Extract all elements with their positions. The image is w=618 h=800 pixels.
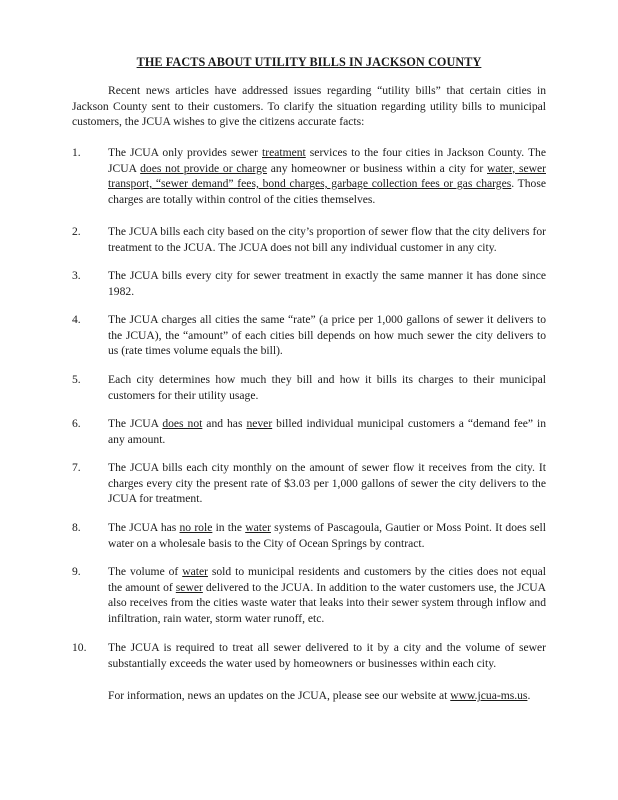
text-run: The volume of bbox=[108, 565, 183, 578]
text-run: services to the four cities in Jackson County. The JCUA bbox=[108, 146, 546, 175]
item-number: 7. bbox=[72, 461, 81, 474]
fact-item-8 bbox=[72, 520, 546, 551]
item-text bbox=[108, 145, 546, 207]
text-run: systems of Pascagoula, Gautier or Moss Point. It does sell water on a wholesale basis to the City of Ocean Springs by contract. bbox=[108, 521, 546, 550]
text-run: sold to municipal residents and customers by the cities does not equal the amount of bbox=[108, 565, 546, 594]
item-text: The JCUA charges all cities the same “rate” (a price per 1,000 gallons of sewer it delivers to the JCUA), the “amount” of each cities bill depends on how much sewer the city delivers to us (rate times volume equals the bill). bbox=[108, 313, 546, 357]
underlined-text: water bbox=[245, 521, 271, 534]
item-number: 3. bbox=[72, 269, 81, 282]
item-text bbox=[108, 416, 546, 447]
footer-text: For information, news an updates on the JCUA, please see our website at bbox=[108, 689, 451, 702]
text-run: . Those charges are totally within control of the cities themselves. bbox=[108, 177, 546, 206]
item-text bbox=[108, 520, 546, 551]
text-run: in the bbox=[212, 521, 246, 534]
underlined-text: treatment bbox=[262, 146, 306, 159]
text-run: The JCUA has bbox=[108, 521, 180, 534]
item-number: 10. bbox=[72, 641, 87, 654]
fact-item-5 bbox=[72, 372, 546, 403]
fact-item-7 bbox=[72, 460, 546, 507]
item-number: 5. bbox=[72, 373, 81, 386]
text-run: any homeowner or business within a city for bbox=[267, 161, 488, 175]
item-text: Each city determines how much they bill and how it bills its charges to their municipal customers for their utility usage. bbox=[108, 373, 546, 402]
intro-paragraph: Recent news articles have addressed issues regarding “utility bills” that certain cities in Jackson County sent to their customers. To clarify the situation regarding utility bills to municipal customers, the JCUA wishes to give the citizens accurate facts: bbox=[72, 84, 546, 128]
underlined-text: sewer bbox=[175, 580, 203, 594]
item-number: 8. bbox=[72, 521, 81, 534]
fact-item-6 bbox=[72, 416, 546, 447]
underlined-text: never bbox=[246, 417, 273, 430]
item-number: 1. bbox=[72, 146, 81, 159]
text-run: delivered to the JCUA. In addition to the water customers use, the JCUA also receives from the cities waste water that leaks into their sewer system through inflow and infiltration, rain water, storm water runoff, etc. bbox=[108, 580, 546, 625]
item-number: 4. bbox=[72, 313, 81, 326]
document-title: THE FACTS ABOUT UTILITY BILLS IN JACKSON COUNTY bbox=[136, 55, 482, 69]
underlined-text: water, sewer transport, “sewer demand” fees, bond charges, garbage collection fees or gas charges bbox=[108, 161, 546, 190]
item-text: The JCUA is required to treat all sewer delivered to it by a city and the volume of sewer substantially exceeds the water used by homeowners or businesses within each city. bbox=[108, 641, 546, 670]
underlined-text: does not bbox=[162, 417, 203, 430]
item-text: The JCUA bills each city based on the city’s proportion of sewer flow that the city delivers for treatment to the JCUA. The JCUA does not bill any individual customer in any city. bbox=[108, 225, 546, 254]
fact-item-1 bbox=[72, 145, 546, 207]
underlined-text: water bbox=[182, 565, 208, 578]
website-link[interactable]: www.jcua-ms.us bbox=[450, 689, 528, 702]
fact-item-9 bbox=[72, 564, 546, 626]
fact-item-3 bbox=[72, 268, 546, 299]
item-number: 2. bbox=[72, 225, 81, 238]
text-run: The JCUA only provides sewer bbox=[108, 146, 262, 159]
text-run: billed individual municipal customers a “demand fee” in any amount. bbox=[108, 417, 547, 446]
item-number: 6. bbox=[72, 417, 81, 430]
footer-period: . bbox=[527, 689, 531, 702]
text-run: and has bbox=[202, 417, 247, 430]
text-run: The JCUA bbox=[108, 417, 163, 430]
item-text: The JCUA bills each city monthly on the amount of sewer flow it receives from the city. It charges every city the present rate of $3.03 per 1,000 gallons of sewer the city delivers to the JCUA for treatment. bbox=[108, 461, 546, 505]
item-text: The JCUA bills every city for sewer treatment in exactly the same manner it has done since 1982. bbox=[108, 269, 546, 298]
item-text bbox=[108, 564, 546, 626]
underlined-text: does not provide or charge bbox=[140, 161, 268, 175]
fact-item-2 bbox=[72, 224, 546, 255]
fact-item-10 bbox=[72, 640, 546, 671]
underlined-text: no role bbox=[179, 521, 213, 534]
footer-note bbox=[108, 688, 546, 704]
item-number: 9. bbox=[72, 565, 81, 578]
fact-item-4 bbox=[72, 312, 546, 359]
